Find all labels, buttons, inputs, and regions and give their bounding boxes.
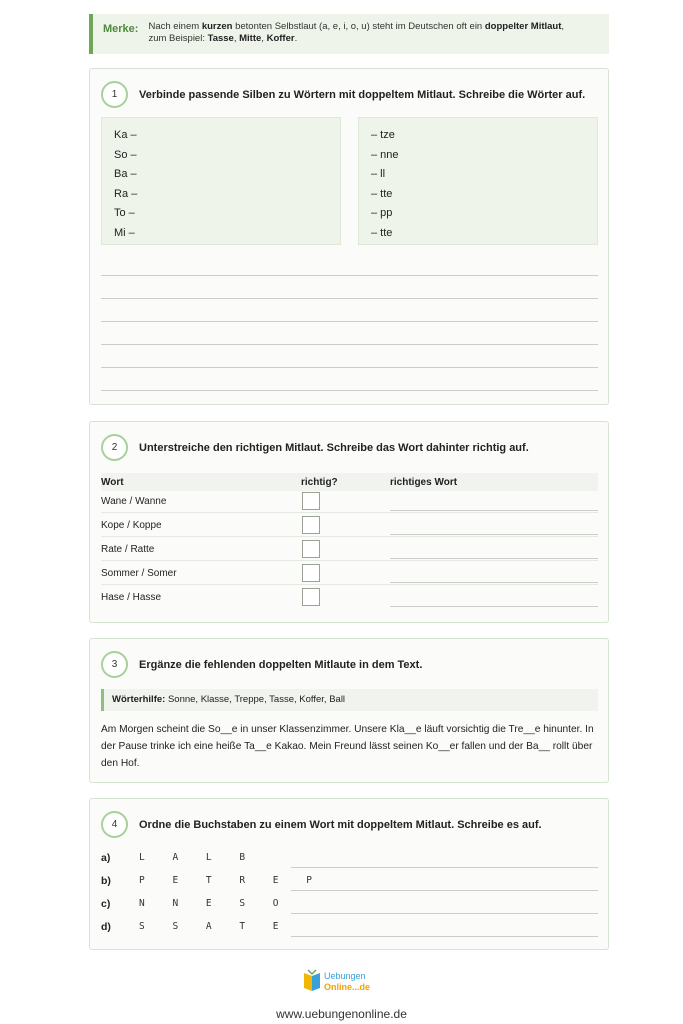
table-row (101, 513, 598, 537)
answer-line[interactable] (101, 367, 598, 368)
syllable-right: – pp (371, 207, 393, 219)
table-row (101, 489, 598, 513)
word-pair: Wane / Wanne (101, 496, 167, 507)
merke-doppelter: doppelter Mitlaut (484, 21, 562, 32)
syllable-right: – tze (371, 129, 395, 141)
word-help-label: Wörterhilfe: (112, 694, 166, 705)
syllable-left: Ra – (114, 187, 138, 200)
checkbox[interactable] (302, 564, 320, 582)
answer-line[interactable] (101, 390, 598, 391)
syllable-left: Ba – (114, 168, 137, 180)
anagram-label: d) (101, 921, 111, 933)
anagram-row (101, 850, 598, 870)
word-pair: Rate / Ratte (101, 544, 155, 555)
header-answer: richtiges Wort (390, 477, 458, 488)
answer-line[interactable] (390, 558, 598, 559)
logo-text-bottom: Online...de (324, 982, 371, 992)
checkbox[interactable] (302, 540, 320, 558)
task-1-card (89, 68, 609, 405)
checkbox[interactable] (302, 516, 320, 534)
word-help-box (101, 689, 598, 711)
task-3-number: 3 (101, 651, 128, 678)
answer-line[interactable] (101, 275, 598, 276)
task-2-number: 2 (101, 434, 128, 461)
answer-line[interactable] (390, 534, 598, 535)
footer-url[interactable]: www.uebungenonline.de (276, 1007, 407, 1021)
gap-text: Am Morgen scheint die So__e in unser Klassenzimmer. Unsere Kla__e läuft vorsichtig die Tre__e hinunter. In der Pause trinke ich eine heiße Ta__e Kakao. Mein Freund lässt seinen Ko__er fallen und der Ba__ rollt über den Hof. (101, 724, 594, 769)
answer-line[interactable] (390, 606, 598, 607)
table-row (101, 585, 598, 609)
syllable-left: Ka – (114, 129, 137, 141)
anagram-letters: S S A T E (139, 921, 290, 932)
answer-line[interactable] (390, 510, 598, 511)
word-pair: Sommer / Somer (101, 568, 177, 579)
book-icon (302, 967, 382, 995)
table-row (101, 537, 598, 561)
syllables-left-box (101, 117, 341, 245)
anagram-letters: N N E S O (139, 898, 290, 909)
syllables-right-box (358, 117, 598, 245)
merke-text: Nach einem kurzen betonten Selbstlaut (a, e, i, o, u) steht im Deutschen oft ein doppelter Mitlaut, zum Beispiel: Tasse, Mitte, Koffer. (148, 21, 565, 44)
checkbox[interactable] (302, 492, 320, 510)
answer-line[interactable] (390, 582, 598, 583)
merke-label: Merke: (103, 23, 139, 35)
task-1-title: Verbinde passende Silben zu Wörtern mit doppeltem Mitlaut. Schreibe die Wörter auf. (139, 88, 586, 101)
header-word: Wort (101, 477, 124, 488)
task-1-header (101, 81, 585, 108)
task-2-card (89, 421, 609, 623)
anagram-letters: L A L B (139, 852, 257, 863)
anagram-label: b) (101, 875, 111, 887)
answer-line[interactable] (101, 321, 598, 322)
syllable-right: – ll (371, 168, 386, 180)
anagram-row (101, 919, 598, 939)
task-4-card (89, 798, 609, 950)
syllable-left: So – (114, 148, 137, 161)
word-pair: Hase / Hasse (101, 592, 162, 603)
task-4-number: 4 (101, 811, 128, 838)
answer-line[interactable] (291, 890, 598, 891)
anagram-row (101, 873, 598, 893)
table-row (101, 561, 598, 585)
syllable-right: – tte (371, 187, 393, 200)
task-2-header (101, 434, 529, 461)
task-4-header (101, 811, 542, 838)
checkbox[interactable] (302, 588, 320, 606)
task-3-card (89, 638, 609, 783)
task-1-number: 1 (101, 81, 128, 108)
merke-box (89, 14, 609, 54)
task-2-title: Unterstreiche den richtigen Mitlaut. Schreibe das Wort dahinter richtig auf. (139, 441, 529, 454)
anagram-label: c) (101, 898, 111, 910)
anagram-row (101, 896, 598, 916)
word-help-words: Sonne, Klasse, Treppe, Tasse, Koffer, Ball (165, 694, 346, 705)
word-pair: Kope / Koppe (101, 520, 162, 531)
answer-line[interactable] (291, 867, 598, 868)
answer-line[interactable] (291, 913, 598, 914)
task-3-header (101, 651, 422, 678)
syllable-right: – tte (371, 226, 393, 239)
merke-kurzen: kurzen (201, 21, 233, 32)
answer-line[interactable] (291, 936, 598, 937)
task-4-title: Ordne die Buchstaben zu einem Wort mit doppeltem Mitlaut. Schreibe es auf. (139, 818, 542, 831)
site-logo (302, 967, 382, 995)
answer-line[interactable] (101, 298, 598, 299)
syllable-right: – nne (371, 148, 399, 161)
anagram-letters: P E T R E P (139, 875, 323, 886)
task-3-title: Ergänze die fehlenden doppelten Mitlaute in dem Text. (139, 658, 423, 671)
syllable-left: Mi – (114, 226, 135, 239)
syllable-left: To – (114, 207, 135, 219)
answer-line[interactable] (101, 344, 598, 345)
anagram-label: a) (101, 852, 111, 864)
logo-text-top: Uebungen (324, 971, 366, 981)
header-correct: richtig? (301, 477, 338, 488)
